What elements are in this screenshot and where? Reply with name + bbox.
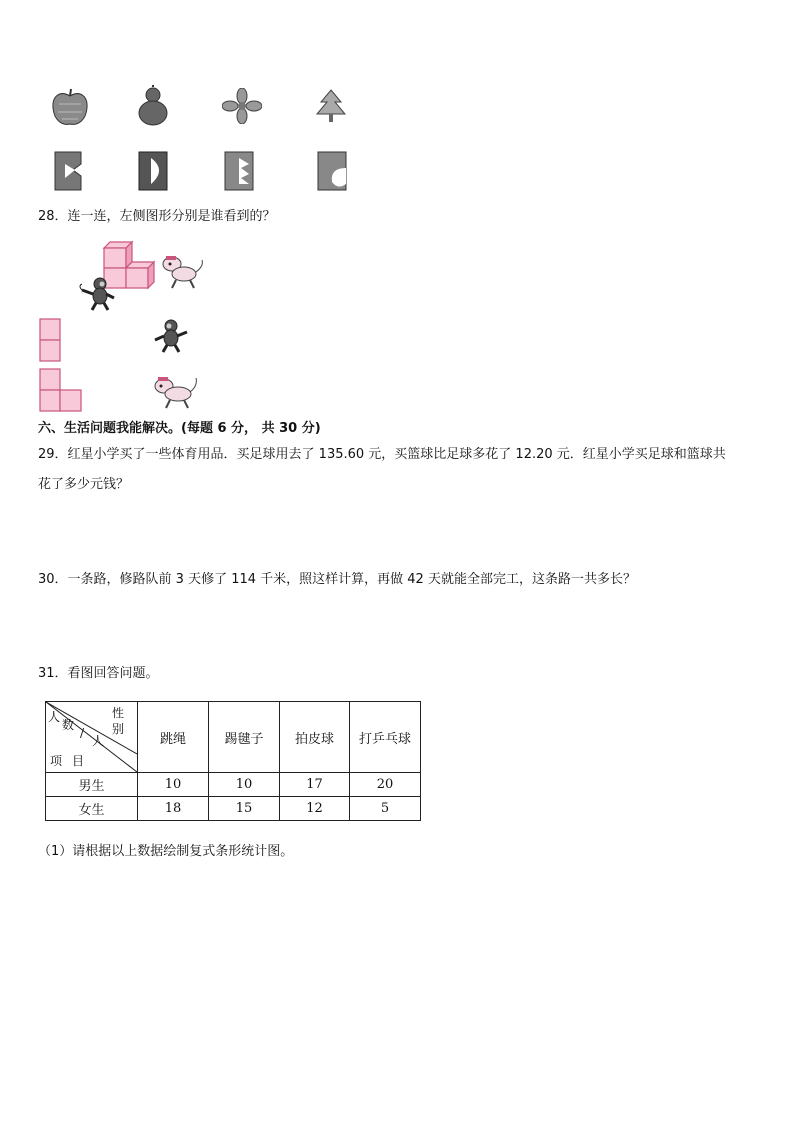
flower-figure xyxy=(222,88,262,124)
column-header: 跳绳 xyxy=(138,702,209,773)
column-header: 踢毽子 xyxy=(209,702,280,773)
question-29-line-2: 花了多少元钱？ xyxy=(38,477,130,492)
corner-label-top-1: 性 xyxy=(112,706,125,720)
cutout-figure-2 xyxy=(137,150,169,192)
monkey-figure-2 xyxy=(151,318,191,354)
table-row xyxy=(46,797,421,821)
cutout-figure-3 xyxy=(223,150,255,192)
corner-label-top-2: 别 xyxy=(112,722,125,736)
table-cell: 12 xyxy=(280,797,350,821)
table-cell: 10 xyxy=(209,773,280,797)
column-header: 打乒乓球 xyxy=(350,702,421,773)
table-cell: 17 xyxy=(280,773,350,797)
table-header-row xyxy=(46,702,421,773)
table-cell: 10 xyxy=(138,773,209,797)
dog-figure-2 xyxy=(150,372,202,410)
dog-figure xyxy=(158,254,208,290)
question-29-line-1: 29．红星小学买了一些体育用品．买足球用去了 135.60 元，买篮球比足球多花了 12.20 元．红星小学买足球和篮球共 xyxy=(38,447,726,462)
question-30: 30．一条路，修路队前 3 天修了 114 千米，照这样计算，再做 42 天就能全部完工，这条路一共多长？ xyxy=(38,572,636,587)
table-cell: 20 xyxy=(350,773,421,797)
corner-label-mid-3: / xyxy=(80,726,85,740)
question-29 xyxy=(38,440,768,500)
table-corner-cell xyxy=(46,702,138,773)
data-table xyxy=(45,701,421,821)
question-28: 28．连一连，左侧图形分别是谁看到的？ xyxy=(38,209,276,224)
question-31-sub-1: （1）请根据以上数据绘制复式条形统计图。 xyxy=(38,844,294,859)
monkey-figure xyxy=(78,276,118,312)
table-cell: 15 xyxy=(209,797,280,821)
corner-label-mid-1: 人 xyxy=(48,710,61,724)
table-row xyxy=(46,773,421,797)
column-header: 拍皮球 xyxy=(280,702,350,773)
section-6-title: 六、生活问题我能解决。(每题 6 分， 共 30 分) xyxy=(38,421,321,436)
corner-label-bottom-2: 目 xyxy=(72,754,85,768)
corner-label-mid-2: 数 xyxy=(62,718,75,732)
table-cell: 18 xyxy=(138,797,209,821)
corner-label-bottom-1: 项 xyxy=(50,754,63,768)
apple-figure xyxy=(50,86,90,128)
two-squares-view xyxy=(39,318,61,362)
row-label: 女生 xyxy=(46,797,138,821)
l-shape-view xyxy=(39,368,83,412)
corner-label-mid-4: 人 xyxy=(92,734,105,748)
table-cell: 5 xyxy=(350,797,421,821)
cutout-figure-4 xyxy=(316,150,348,192)
tree-figure xyxy=(313,88,349,124)
cutout-figure-1 xyxy=(53,150,85,192)
gourd-figure xyxy=(137,85,169,127)
row-label: 男生 xyxy=(46,773,138,797)
question-31: 31．看图回答问题。 xyxy=(38,666,159,681)
